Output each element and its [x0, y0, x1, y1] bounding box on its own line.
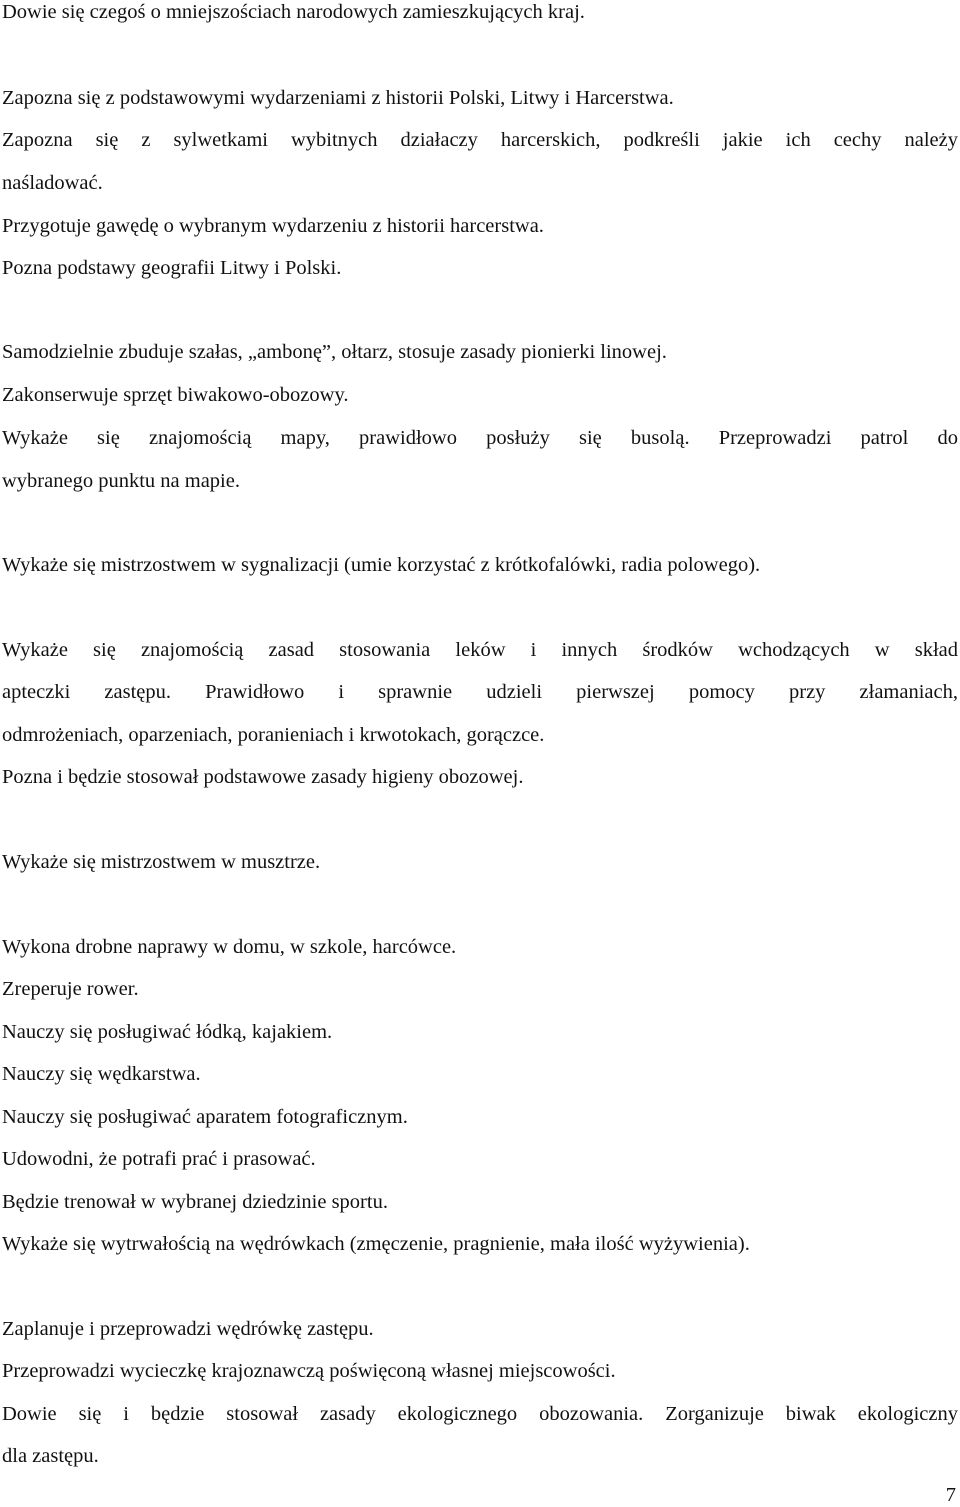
text-line: odmrożeniach, oparzeniach, poranieniach i krwotokach, gorączce. — [2, 724, 545, 746]
text-line: Zapozna się z sylwetkami wybitnych działaczy harcerskich, podkreśli jakie ich cechy należy — [2, 129, 958, 151]
text-line: Wykona drobne naprawy w domu, w szkole, harcówce. — [2, 936, 457, 958]
text-line: Będzie trenował w wybranej dziedzinie sportu. — [2, 1191, 388, 1213]
text-line: Pozna i będzie stosował podstawowe zasady higieny obozowej. — [2, 766, 524, 788]
text-line: wybranego punktu na mapie. — [2, 470, 240, 492]
text-line: naśladować. — [2, 172, 103, 194]
text-line: Zakonserwuje sprzęt biwakowo-obozowy. — [2, 384, 349, 406]
text-line: Wykaże się znajomością zasad stosowania leków i innych środków wchodzących w skład — [2, 639, 958, 661]
text-line: Przygotuje gawędę o wybranym wydarzeniu z historii harcerstwa. — [2, 215, 544, 237]
text-line: Zreperuje rower. — [2, 978, 139, 1000]
text-line: Udowodni, że potrafi prać i prasować. — [2, 1148, 316, 1170]
text-line: Samodzielnie zbuduje szałas, „ambonę”, ołtarz, stosuje zasady pionierki linowej. — [2, 341, 667, 363]
text-line: Zapozna się z podstawowymi wydarzeniami z historii Polski, Litwy i Harcerstwa. — [2, 87, 674, 109]
text-line: Pozna podstawy geografii Litwy i Polski. — [2, 257, 342, 279]
text-line: Wykaże się znajomością mapy, prawidłowo posłuży się busolą. Przeprowadzi patrol do — [2, 427, 958, 449]
text-line: Nauczy się posługiwać aparatem fotograficznym. — [2, 1106, 408, 1128]
text-line: Przeprowadzi wycieczkę krajoznawczą poświęconą własnej miejscowości. — [2, 1360, 616, 1382]
text-line: Nauczy się wędkarstwa. — [2, 1063, 201, 1085]
text-line: Dowie się i będzie stosował zasady ekologicznego obozowania. Zorganizuje biwak ekologiczny — [2, 1403, 958, 1425]
text-line: Zaplanuje i przeprowadzi wędrówkę zastępu. — [2, 1318, 374, 1340]
page-number: 7 — [945, 1484, 956, 1506]
text-line: Dowie się czegoś o mniejszościach narodowych zamieszkujących kraj. — [2, 1, 585, 23]
text-line: Wykaże się mistrzostwem w sygnalizacji (umie korzystać z krótkofalówki, radia polowego). — [2, 554, 761, 576]
text-line: Wykaże się mistrzostwem w musztrze. — [2, 851, 321, 873]
text-line: apteczki zastępu. Prawidłowo i sprawnie udzieli pierwszej pomocy przy złamaniach, — [2, 681, 958, 703]
text-line: dla zastępu. — [2, 1445, 99, 1467]
text-line: Nauczy się posługiwać łódką, kajakiem. — [2, 1021, 333, 1043]
text-line: Wykaże się wytrwałością na wędrówkach (zmęczenie, pragnienie, mała ilość wyżywienia). — [2, 1233, 750, 1255]
